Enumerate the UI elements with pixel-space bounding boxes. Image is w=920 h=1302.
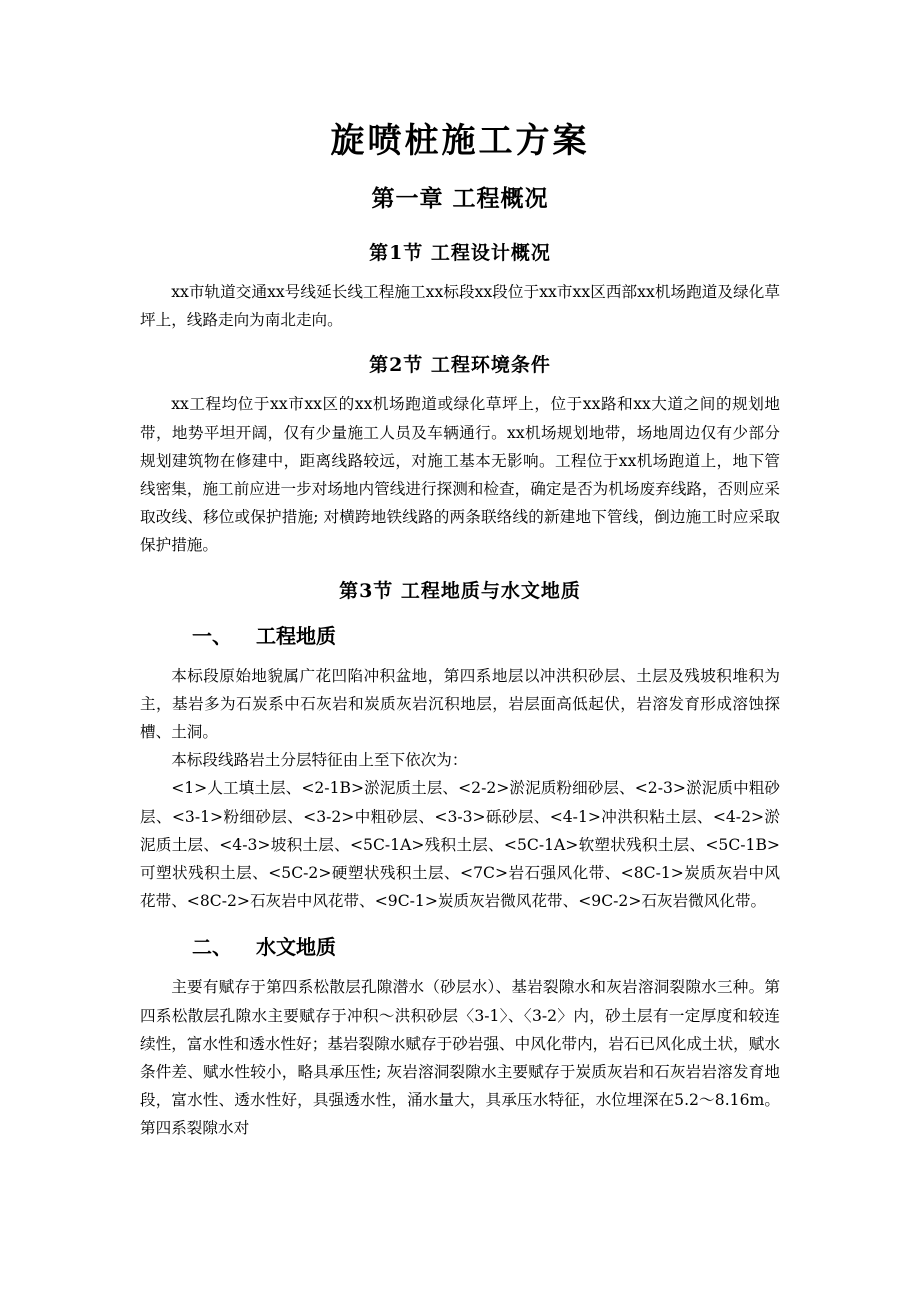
geology-paragraph-1: 本标段原始地貌属广花凹陷冲积盆地，第四系地层以冲洪积砂层、土层及残坡积堆积为主，基岩多为石炭系中石灰岩和炭质灰岩沉积地层，岩层面高低起伏，岩溶发育形成溶蚀探槽、土洞。 bbox=[140, 666, 780, 742]
subsection-number: 一、 bbox=[192, 623, 232, 648]
subsection-heading-hydrogeology bbox=[140, 927, 780, 967]
spacer bbox=[140, 915, 780, 923]
section-heading-2: 第2节 工程环境条件 bbox=[369, 354, 551, 377]
subsection-number: 二、 bbox=[192, 935, 232, 960]
section-heading-1: 第1节 工程设计概况 bbox=[369, 242, 551, 264]
subsection-label: 水文地质 bbox=[256, 935, 336, 960]
geology-paragraph-3: <1>人工填土层、<2-1B>淤泥质土层、<2-2>淤泥质粉细砂层、<2-3>淤泥质中粗砂层、<3-1>粉细砂层、<3-2>中粗砂层、<3-3>砾砂层、<4-1>冲洪积粘土层、<4-2>淤泥质土层、<4-3>坡积土层、<5C-1A>残积土层、<5C-1A>软塑状残积土层、<5C-1B>可塑状残积土层、<5C-2>硬塑状残积土层、<7C>岩石强风化带、<8C-1>炭质灰岩中风花带、<8C-2>石灰岩中风花带、<9C-1>炭质灰岩微风花带、<9C-2>石灰岩微风化带。 bbox=[140, 779, 780, 911]
subsection-label: 工程地质 bbox=[256, 623, 336, 648]
section-1-paragraph: xx市轨道交通xx号线延长线工程施工xx标段xx段位于xx市xx区西部xx机场跑道及绿化草坪上，线路走向为南北走向。 bbox=[140, 283, 780, 330]
geology-paragraph-2: 本标段线路岩土分层特征由上至下依次为： bbox=[171, 751, 468, 770]
document-title: 旋喷桩施工方案 bbox=[330, 121, 590, 161]
section-heading-3: 第3节 工程地质与水文地质 bbox=[339, 579, 581, 602]
document-body bbox=[140, 112, 780, 1143]
chapter-heading: 第一章 工程概况 bbox=[371, 185, 549, 212]
hydrogeology-paragraph-1: 主要有赋存于第四系松散层孔隙潜水（砂层水）、基岩裂隙水和灰岩溶洞裂隙水三种。第四系松散层孔隙水主要赋存于冲积～洪积砂层〈3-1〉、〈3-2〉内，砂土层有一定厚度和较连续性，富水性和透水性好；基岩裂隙水赋存于砂岩强、中风化带内，岩石已风化成土状，赋水条件差、赋水性较小，略具承压性; 灰岩溶洞裂隙水主要赋存于炭质灰岩和石灰岩岩溶发育地段，富水性、透水性好，具强透水性，涌水量大，具承压水特征，水位埋深在5.2～8.16m。第四系裂隙水对 bbox=[140, 978, 780, 1138]
section-2-paragraph: xx工程均位于xx市xx区的xx机场跑道或绿化草坪上，位于xx路和xx大道之间的规划地带，地势平坦开阔，仅有少量施工人员及车辆通行。xx机场规划地带，场地周边仅有少部分规划建筑物在修建中，距离线路较远，对施工基本无影响。工程位于xx机场跑道上，地下管线密集，施工前应进一步对场地内管线进行探测和检查，确定是否为机场废弃线路，否则应采取改线、移位或保护措施; 对横跨地铁线路的两条联络线的新建地下管线，倒边施工时应采取保护措施。 bbox=[140, 395, 780, 555]
subsection-heading-geology bbox=[140, 616, 780, 656]
